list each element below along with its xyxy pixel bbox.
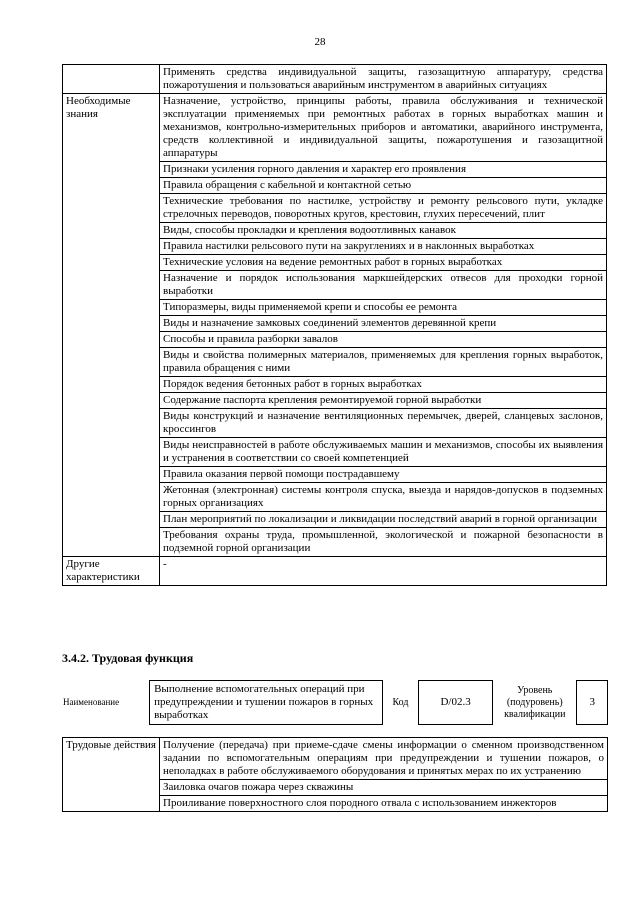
labor-action-item: Заиловка очагов пожара через скважины — [160, 780, 608, 796]
table-row — [63, 738, 608, 780]
knowledge-item: Виды и назначение замковых соединений элементов деревянной крепи — [160, 316, 607, 332]
page-number: 28 — [314, 36, 326, 48]
knowledge-item: Порядок ведения бетонных работ в горных выработках — [160, 377, 607, 393]
knowledge-item: Содержание паспорта крепления ремонтируемой горной выработки — [160, 393, 607, 409]
knowledge-table — [62, 64, 607, 586]
knowledge-item: Требования охраны труда, промышленной, экологической и пожарной безопасности в подземной горной организации — [160, 528, 607, 557]
knowledge-item: Правила обращения с кабельной и контактной сетью — [160, 178, 607, 194]
skills-tail-cell: Применять средства индивидуальной защиты, газозащитную аппаратуру, средства пожаротушения и пользоваться аварийным инструментом в аварийных ситуациях — [160, 65, 607, 94]
knowledge-item: Виды конструкций и назначение вентиляционных перемычек, дверей, сланцевых заслонов, кроссингов — [160, 409, 607, 438]
other-label: Другие характеристики — [63, 557, 160, 586]
function-name: Выполнение вспомогательных операций при предупреждении и тушении пожаров в горных выработках — [150, 681, 383, 725]
table-row — [63, 65, 607, 94]
qualification-level: 3 — [577, 681, 608, 725]
function-header — [62, 680, 608, 725]
knowledge-item: План мероприятий по локализации и ликвидации последствий аварий в горной организации — [160, 512, 607, 528]
labor-action-item: Проиливание поверхностного слоя породного отвала с использованием инжекторов — [160, 796, 608, 812]
function-code: D/02.3 — [419, 681, 493, 725]
knowledge-item: Технические условия на ведение ремонтных работ в горных выработках — [160, 255, 607, 271]
knowledge-item: Технические требования по настилке, устройству и ремонту рельсового пути, укладке стрелочных переводов, поворотных кругов, крестовин, глухих пересечений, плит — [160, 194, 607, 223]
code-label: Код — [392, 697, 409, 708]
labor-actions-table — [62, 737, 608, 812]
name-label: Наименование — [63, 697, 120, 707]
knowledge-item: Способы и правила разборки завалов — [160, 332, 607, 348]
labor-actions-label: Трудовые действия — [63, 738, 160, 812]
level-label: Уровень (подуровень) квалификации — [504, 684, 566, 720]
other-value: - — [160, 557, 607, 586]
empty-label-cell — [63, 65, 160, 94]
knowledge-item: Типоразмеры, виды применяемой крепи и способы ее ремонта — [160, 300, 607, 316]
table-row — [63, 94, 607, 162]
knowledge-item: Жетонная (электронная) системы контроля спуска, выезда и нарядов-допусков в подземных горных организациях — [160, 483, 607, 512]
knowledge-item: Правила оказания первой помощи пострадавшему — [160, 467, 607, 483]
knowledge-item: Правила настилки рельсового пути на закруглениях и в наклонных выработках — [160, 239, 607, 255]
labor-action-item: Получение (передача) при приеме-сдаче смены информации о сменном производственном задании по вспомогательным операциям при предупреждении и тушении пожаров, о неполадках в работе обслуживаемого оборудования и принятых мерах по их устранению — [160, 738, 608, 780]
knowledge-item: Виды, способы прокладки и крепления водоотливных канавок — [160, 223, 607, 239]
knowledge-item: Признаки усиления горного давления и характер его проявления — [160, 162, 607, 178]
knowledge-item: Виды и свойства полимерных материалов, применяемых для крепления горных выработок, правила обращения с ними — [160, 348, 607, 377]
table-row — [63, 557, 607, 586]
knowledge-item: Назначение, устройство, принципы работы, правила обслуживания и технической эксплуатации применяемых при ремонтных работах в горных выработках машин и механизмов, контрольно-измерительных приборов и автоматики, аварийного инструмента, средств коллективной и индивидуальной защиты, пожаротушения и газозащитной аппаратуры — [160, 94, 607, 162]
knowledge-item: Виды неисправностей в работе обслуживаемых машин и механизмов, способы их выявления и устранения в соответствии со своей компетенцией — [160, 438, 607, 467]
knowledge-item: Назначение и порядок использования маркшейдерских отвесов для проходки горной выработки — [160, 271, 607, 300]
knowledge-label: Необходимые знания — [63, 94, 160, 557]
section-heading: 3.4.2. Трудовая функция — [62, 651, 194, 665]
